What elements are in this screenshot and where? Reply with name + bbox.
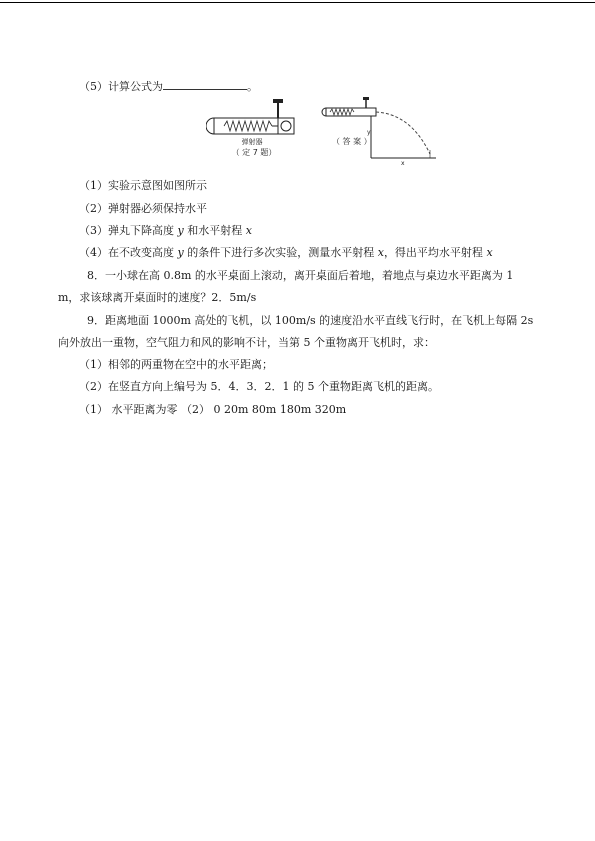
question-5-line — [79, 80, 258, 94]
question-9-sub-2: （2）在竖直方向上编号为 5．4．3．2．1 的 5 个重物距离飞机的距离。 — [79, 380, 439, 393]
answer-4 — [79, 246, 493, 260]
var-x: x — [245, 224, 252, 237]
var-y: y — [177, 246, 184, 259]
apparatus-figure — [206, 94, 446, 166]
launcher-diagram — [206, 99, 294, 134]
question-8-line-2: m，求该球离开桌面时的速度？2．5m/s — [58, 291, 257, 304]
question-9-answer: （1） 水平距离为零 （2） 0 20m 80m 180m 320m — [79, 403, 347, 416]
question-9-sub-1: （1）相邻的两重物在空中的水平距离； — [79, 358, 273, 371]
page-top-rule — [0, 2, 595, 3]
question-5-prefix: （5）计算公式为 — [79, 80, 163, 93]
answer-1: （1）实验示意图如图所示 — [79, 179, 207, 192]
question-5-suffix: 。 — [247, 80, 258, 93]
answer-blank — [163, 80, 247, 90]
question-8-line-1: 8．一小球在高 0.8m 的水平桌面上滚动，离开桌面后着地，着地点与桌边水平距离为 1 — [87, 269, 514, 282]
launcher-caption: （ 定 7 题） — [231, 148, 277, 157]
launcher-label: 弹射器 — [241, 138, 263, 146]
answer-3-text: （3）弹丸下降高度 — [79, 224, 178, 237]
x-axis-label: x — [401, 160, 405, 166]
var-y: y — [177, 224, 184, 237]
y-axis-label: y — [367, 129, 371, 136]
answer-2: （2）弹射器必须保持水平 — [79, 202, 207, 215]
question-9-line-1: 9．距离地面 1000m 高处的飞机，以 100m/s 的速度沿水平直线飞行时，在飞机上每隔 2s — [87, 314, 534, 327]
var-x: x — [377, 246, 384, 259]
answer-3 — [79, 224, 252, 238]
answer-4-text: （4）在不改变高度 — [79, 246, 178, 259]
answer-4-text: ，得出平均水平射程 — [383, 246, 487, 259]
answer-4-text: 的条件下进行多次实验，测量水平射程 — [183, 246, 378, 259]
question-9-line-2: 向外放出一重物，空气阻力和风的影响不计，当第 5 个重物离开飞机时，求： — [58, 336, 435, 349]
answer-diagram — [322, 97, 436, 158]
answer-3-text: 和水平射程 — [183, 224, 246, 237]
var-x: x — [486, 246, 493, 259]
answer-caption: （ 答 案 ） — [332, 137, 372, 146]
